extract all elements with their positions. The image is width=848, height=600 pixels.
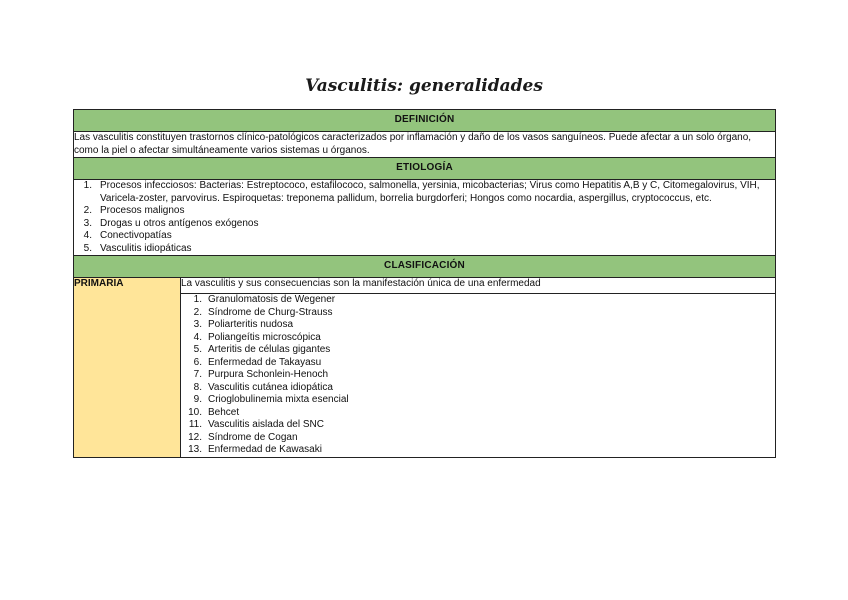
primaria-row — [74, 278, 776, 294]
clasificacion-item — [181, 319, 775, 332]
clasificacion-item — [181, 432, 775, 445]
definicion-row — [74, 132, 776, 158]
etiologia-item-number: 2. — [83, 205, 92, 216]
clasificacion-item-text: Síndrome de Cogan — [208, 431, 298, 443]
etiologia-item — [74, 205, 775, 218]
clasificacion-item-number: 10. — [188, 406, 202, 418]
clasificacion-item-number: 12. — [188, 431, 202, 443]
clasificacion-item-number: 1. — [193, 294, 202, 305]
clasificacion-item — [181, 419, 775, 432]
definicion-header-row — [74, 110, 776, 132]
etiologia-item-number: 1. — [83, 180, 92, 191]
clasificacion-item-text: Poliangeítis microscópica — [208, 331, 321, 343]
clasificacion-item-number: 5. — [193, 344, 202, 355]
clasificacion-header-row — [74, 256, 776, 278]
clasificacion-item — [181, 394, 775, 407]
etiologia-item — [74, 243, 775, 256]
etiologia-list — [74, 180, 775, 255]
clasificacion-item-number: 4. — [193, 331, 202, 343]
page-title: Vasculitis: generalidades — [305, 76, 543, 96]
clasificacion-item — [181, 382, 775, 395]
clasificacion-item-text: Crioglobulinemia mixta esencial — [208, 394, 349, 405]
clasificacion-list — [181, 294, 775, 457]
etiologia-row — [74, 180, 776, 256]
clasificacion-item-text: Vasculitis cutánea idiopática — [208, 381, 333, 393]
clasificacion-item-number: 13. — [188, 444, 202, 455]
etiologia-item-text: Conectivopatías — [100, 230, 172, 241]
clasificacion-item-number: 11. — [188, 419, 202, 430]
etiologia-item-number: 4. — [83, 230, 92, 241]
vasculitis-table — [73, 109, 776, 458]
etiologia-item-text: Procesos malignos — [100, 205, 185, 216]
clasificacion-item-text: Granulomatosis de Wegener — [208, 294, 336, 305]
clasificacion-header: CLASIFICACIÓN — [74, 256, 776, 278]
clasificacion-item — [181, 307, 775, 320]
clasificacion-item-number: 9. — [193, 394, 202, 405]
clasificacion-item-text: Purpura Schonlein-Henoch — [208, 369, 329, 380]
etiologia-item-text: Drogas u otros antígenos exógenos — [100, 217, 259, 229]
clasificacion-item — [181, 332, 775, 345]
etiologia-item-number: 5. — [83, 242, 92, 254]
clasificacion-item-text: Behcet — [208, 406, 240, 418]
clasificacion-item — [181, 444, 775, 457]
clasificacion-item-text: Enfermedad de Kawasaki — [208, 444, 322, 455]
clasificacion-item — [181, 357, 775, 370]
etiologia-item-text: Procesos infecciosos: Bacterias: Estreptococo, estafilococo, salmonella, yersinia, micobacterias; Virus como Hepatitis A,B y C, Citomegalovirus, VIH, Varicela-zoster, parvovirus. Espiroquetas: treponema pallidum, borrelia burgdorferi; Hongos como nocardia, aspergillus, cryptococcus, etc. — [100, 180, 760, 204]
etiologia-header: ETIOLOGÍA — [74, 158, 776, 180]
clasificacion-item — [181, 344, 775, 357]
clasificacion-item-number: 2. — [193, 306, 202, 318]
clasificacion-item — [181, 407, 775, 420]
clasificacion-item-number: 6. — [193, 356, 202, 368]
definicion-header: DEFINICIÓN — [74, 110, 776, 132]
clasificacion-item — [181, 369, 775, 382]
clasificacion-item-number: 8. — [193, 381, 202, 393]
clasificacion-item-text: Arteritis de células gigantes — [208, 344, 331, 355]
clasificacion-item — [181, 294, 775, 307]
etiologia-item-number: 3. — [83, 217, 92, 229]
clasificacion-item-text: Síndrome de Churg-Strauss — [208, 306, 333, 318]
etiologia-item — [74, 230, 775, 243]
etiologia-item-text: Vasculitis idiopáticas — [100, 242, 192, 254]
clasificacion-item-text: Enfermedad de Takayasu — [208, 356, 322, 368]
clasificacion-item-number: 7. — [193, 369, 202, 380]
primaria-label: PRIMARIA — [74, 278, 181, 458]
clasificacion-item-number: 3. — [193, 319, 202, 330]
clasificacion-item-text: Poliarteritis nudosa — [208, 319, 294, 330]
etiologia-header-row — [74, 158, 776, 180]
etiologia-item — [74, 180, 775, 205]
primaria-description: La vasculitis y sus consecuencias son la manifestación única de una enfermedad — [181, 278, 776, 294]
definicion-text: Las vasculitis constituyen trastornos clínico-patológicos caracterizados por inflamación y daño de los vasos sanguíneos. Puede afectar a un solo órgano, como la piel o afectar simultáneamente varios sistemas u órganos. — [74, 132, 776, 158]
clasificacion-item-text: Vasculitis aislada del SNC — [208, 419, 324, 430]
etiologia-item — [74, 218, 775, 231]
